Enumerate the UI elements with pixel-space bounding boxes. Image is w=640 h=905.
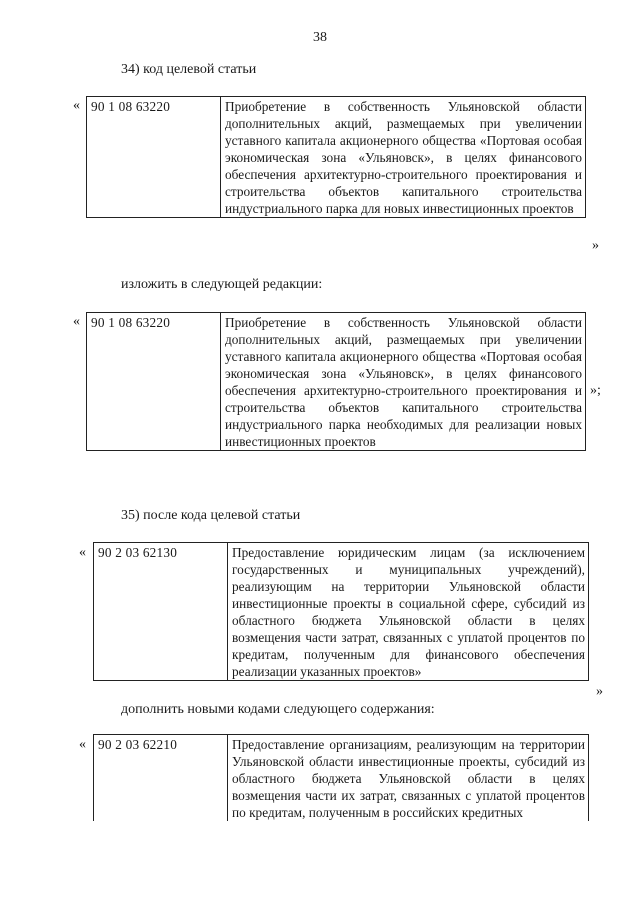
code-cell: 90 2 03 62130	[94, 543, 228, 681]
table-row	[94, 543, 589, 681]
table-row	[87, 313, 586, 451]
description-cell: Приобретение в собственность Ульяновской области дополнительных акций, размещаемых при увеличении уставного капитала акционерного общества «Портовая особая экономическая зона «Ульяновск», в целях финансового обеспечения архитектурно-строительного проектирования и строительства объектов капитального строительства индустриального парка необходимых для реализации новых инвестиционных проектов	[221, 313, 586, 451]
close-quote-3: »	[596, 684, 603, 699]
code-cell: 90 2 03 62210	[94, 735, 228, 822]
code-table-1	[86, 96, 586, 218]
code-cell: 90 1 08 63220	[87, 97, 221, 218]
open-quote-3: «	[79, 545, 86, 560]
section-2-heading: изложить в следующей редакции:	[121, 277, 323, 292]
description-cell: Предоставление юридическим лицам (за исключением государственных и муниципальных учреждений), реализующим на территории Ульяновской области инвестиционные проекты в социальной сфере, субсидий из областного бюджета Ульяновской области в целях возмещения части затрат, связанных с уплатой процентов по кредитам, полученным для финансового обеспечения реализации указанных проектов»	[228, 543, 589, 681]
table-row	[87, 97, 586, 218]
description-cell: Предоставление организациям, реализующим на территории Ульяновской области инвестиционные проекты, субсидий из областного бюджета Ульяновской области в целях возмещения части их затрат, связанных с уплатой процентов по кредитам, полученным в российских кредитных	[228, 735, 589, 822]
code-table-2	[86, 312, 586, 451]
section-4-heading: дополнить новыми кодами следующего содержания:	[121, 702, 435, 717]
close-quote-1: »	[592, 238, 599, 253]
section-35-heading: 35) после кода целевой статьи	[121, 508, 301, 523]
code-table-3	[93, 542, 589, 681]
page-number: 38	[313, 30, 327, 45]
description-cell: Приобретение в собственность Ульяновской области дополнительных акций, размещаемых при увеличении уставного капитала акционерного общества «Портовая особая экономическая зона «Ульяновск», в целях финансового обеспечения архитектурно-строительного проектирования и строительства объектов капитального строительства индустриального парка для новых инвестиционных проектов	[221, 97, 586, 218]
code-table-4	[93, 734, 589, 821]
table-row	[94, 735, 589, 822]
code-cell: 90 1 08 63220	[87, 313, 221, 451]
open-quote-1: «	[73, 98, 80, 113]
section-34-heading: 34) код целевой статьи	[121, 62, 257, 77]
close-quote-2: »;	[590, 383, 601, 398]
open-quote-4: «	[79, 737, 86, 752]
open-quote-2: «	[73, 314, 80, 329]
